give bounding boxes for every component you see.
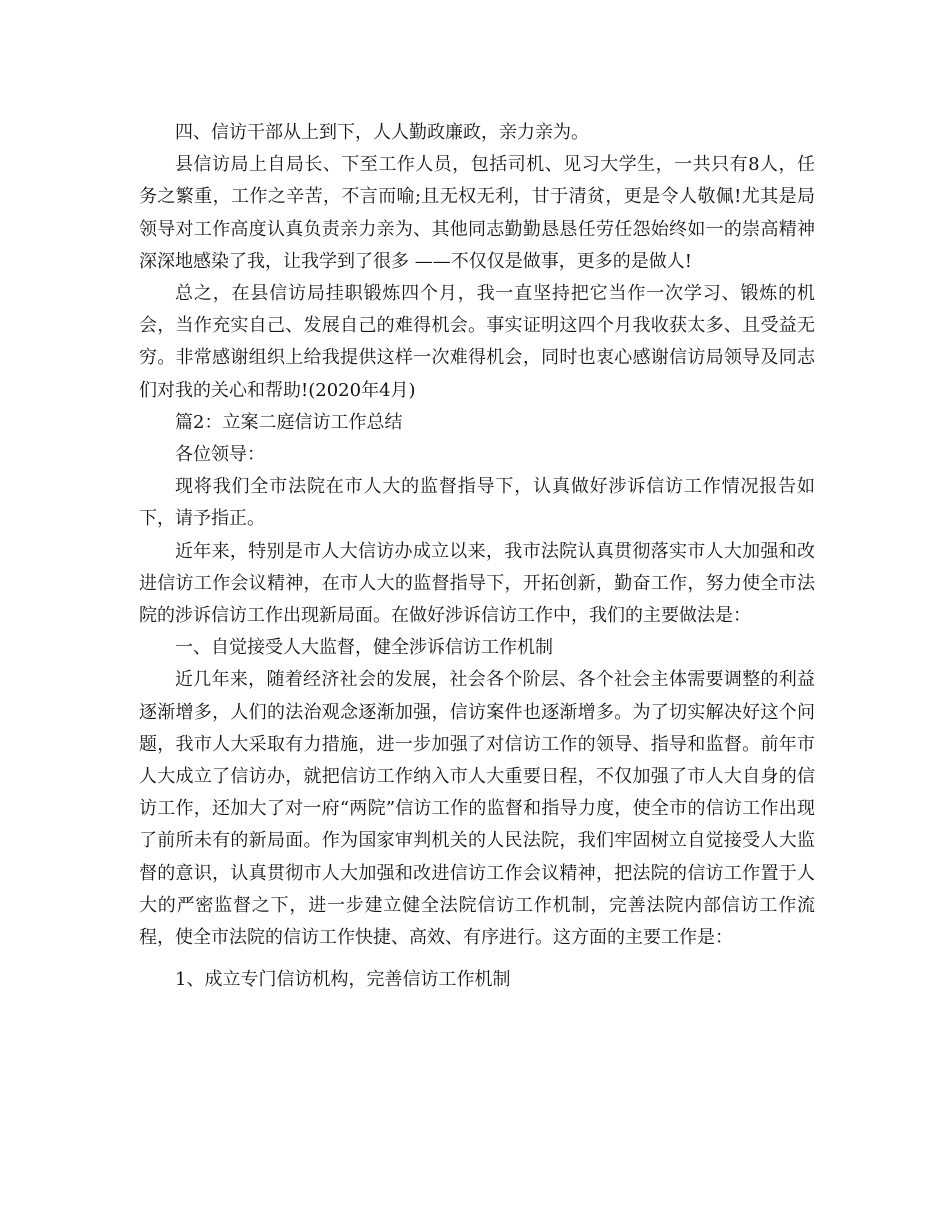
document-body (139, 117, 815, 996)
paragraph-section-one-heading: 一、自觉接受人大监督，健全涉诉信访工作机制 (175, 637, 553, 659)
paragraph-conclusion: 总之，在县信访局挂职锻炼四个月，我一直坚持把它当作一次学习、锻炼的机会，当作充实自己、发展自己的难得机会。事实证明这四个月我收获太多、且受益无穷。非常感谢组织上给我提供这样一次难得机会，同时也衷心感谢信访局领导及同志们对我的关心和帮助!(2020年4月) (139, 283, 815, 401)
paragraph-salutation: 各位领导： (175, 444, 265, 466)
paragraph-bureau-staff: 县信访局上自局长、下至工作人员，包括司机、见习大学生，一共只有8人，任务之繁重，工作之辛苦，不言而喻;且无权无利，甘于清贫，更是令人敬佩!尤其是局领导对工作高度认真负责亲力亲为、其他同志勤勤恳恳任劳任怨始终如一的崇高精神深深地感染了我，让我学到了很多 ——不仅仅是做事，更多的是做人! (139, 154, 815, 272)
paragraph-report-intro: 现将我们全市法院在市人大的监督指导下，认真做好涉诉信访工作情况报告如下，请予指正。 (139, 476, 815, 530)
paragraph-part-two-title: 篇2：立案二庭信访工作总结 (175, 411, 403, 433)
paragraph-background: 近几年来，随着经济社会的发展，社会各个阶层、各个社会主体需要调整的利益逐渐增多，人们的法治观念逐渐加强，信访案件也逐渐增多。为了切实解决好这个问题，我市人大采取有力措施，进一步加强了对信访工作的领导、指导和监督。前年市人大成立了信访办，就把信访工作纳入市人大重要日程，不仅加强了市人大自身的信访工作，还加大了对一府“两院”信访工作的监督和指导力度，使全市的信访工作出现了前所未有的新局面。作为国家审判机关的人民法院，我们牢固树立自觉接受人大监督的意识，认真贯彻市人大加强和改进信访工作会议精神，把法院的信访工作置于人大的严密监督之下，进一步建立健全法院信访工作机制，完善法院内部信访工作流程，使全市法院的信访工作快捷、高效、有序进行。这方面的主要工作是： (139, 669, 815, 949)
paragraph-item-one-heading: 1、成立专门信访机构，完善信访工作机制 (175, 969, 511, 991)
paragraph-recent-years: 近年来，特别是市人大信访办成立以来，我市法院认真贯彻落实市人大加强和改进信访工作会议精神，在市人大的监督指导下，开拓创新，勤奋工作，努力使全市法院的涉诉信访工作出现新局面。在做好涉诉信访工作中，我们的主要做法是： (139, 540, 815, 627)
paragraph-section-four-heading: 四、信访干部从上到下，人人勤政廉政，亲力亲为。 (175, 122, 589, 143)
